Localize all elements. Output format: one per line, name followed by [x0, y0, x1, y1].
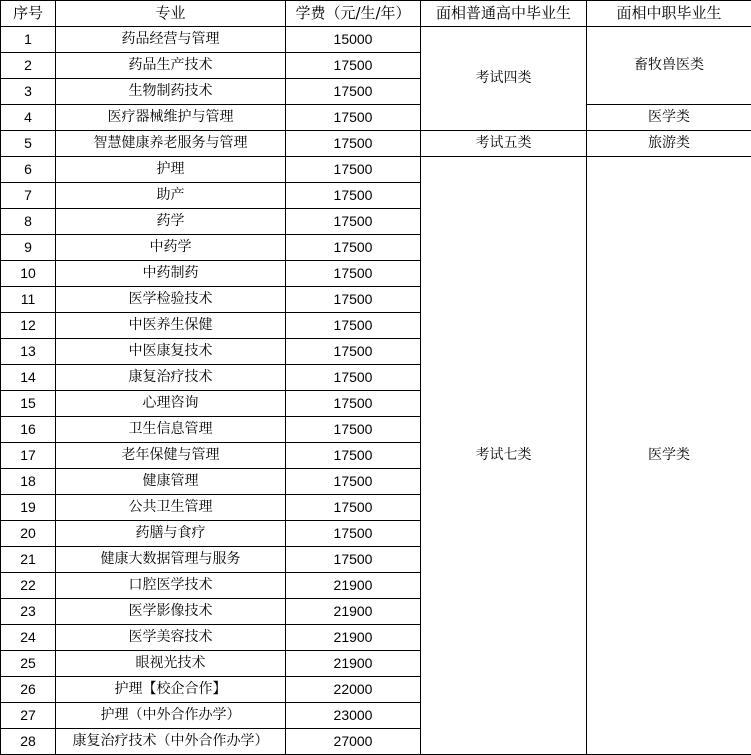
row-fee: 17500: [286, 469, 421, 495]
row-major: 心理咨询: [56, 391, 286, 417]
row-index: 22: [1, 573, 56, 599]
header-general-hs: 面相普通高中毕业生: [421, 1, 587, 27]
header-major: 专业: [56, 1, 286, 27]
row-fee: 17500: [286, 495, 421, 521]
row-fee: 22000: [286, 677, 421, 703]
row-fee: 21900: [286, 651, 421, 677]
row-index: 11: [1, 287, 56, 313]
row-index: 5: [1, 131, 56, 157]
row-major: 康复治疗技术: [56, 365, 286, 391]
row-fee: 17500: [286, 235, 421, 261]
row-fee: 17500: [286, 105, 421, 131]
row-index: 9: [1, 235, 56, 261]
row-fee: 23000: [286, 703, 421, 729]
row-fee: 17500: [286, 209, 421, 235]
table-row: [1, 157, 751, 183]
row-fee: 17500: [286, 131, 421, 157]
vocational-group: 畜牧兽医类: [587, 27, 751, 105]
row-major: 口腔医学技术: [56, 573, 286, 599]
row-major: 医学美容技术: [56, 625, 286, 651]
row-index: 13: [1, 339, 56, 365]
row-index: 26: [1, 677, 56, 703]
row-index: 17: [1, 443, 56, 469]
row-index: 6: [1, 157, 56, 183]
row-major: 护理【校企合作】: [56, 677, 286, 703]
row-index: 7: [1, 183, 56, 209]
row-fee: 15000: [286, 27, 421, 53]
row-major: 公共卫生管理: [56, 495, 286, 521]
header-tuition: 学费（元/生/年）: [286, 1, 421, 27]
row-major: 健康管理: [56, 469, 286, 495]
header-vocational: 面相中职毕业生: [587, 1, 751, 27]
vocational-group: 旅游类: [587, 131, 751, 157]
header-index: 序号: [1, 1, 56, 27]
row-index: 18: [1, 469, 56, 495]
row-major: 护理（中外合作办学）: [56, 703, 286, 729]
row-major: 老年保健与管理: [56, 443, 286, 469]
row-index: 12: [1, 313, 56, 339]
row-fee: 17500: [286, 547, 421, 573]
row-major: 医疗器械维护与管理: [56, 105, 286, 131]
row-fee: 17500: [286, 261, 421, 287]
row-index: 15: [1, 391, 56, 417]
row-major: 药品经营与管理: [56, 27, 286, 53]
general-hs-group: 考试四类: [421, 27, 587, 131]
row-index: 16: [1, 417, 56, 443]
vocational-group: 医学类: [587, 157, 751, 755]
row-index: 25: [1, 651, 56, 677]
table-row: [1, 105, 751, 131]
row-major: 生物制药技术: [56, 79, 286, 105]
row-fee: 17500: [286, 313, 421, 339]
row-index: 14: [1, 365, 56, 391]
row-major: 护理: [56, 157, 286, 183]
row-fee: 17500: [286, 521, 421, 547]
row-index: 10: [1, 261, 56, 287]
row-fee: 17500: [286, 391, 421, 417]
row-major: 医学影像技术: [56, 599, 286, 625]
row-index: 19: [1, 495, 56, 521]
row-major: 中医养生保健: [56, 313, 286, 339]
row-index: 4: [1, 105, 56, 131]
general-hs-group: 考试五类: [421, 131, 587, 157]
row-fee: 17500: [286, 183, 421, 209]
row-index: 20: [1, 521, 56, 547]
row-index: 28: [1, 729, 56, 755]
row-fee: 17500: [286, 417, 421, 443]
row-fee: 27000: [286, 729, 421, 755]
row-fee: 17500: [286, 365, 421, 391]
table-row: [1, 27, 751, 53]
row-index: 27: [1, 703, 56, 729]
row-major: 中药学: [56, 235, 286, 261]
row-major: 康复治疗技术（中外合作办学）: [56, 729, 286, 755]
row-fee: 17500: [286, 79, 421, 105]
row-index: 1: [1, 27, 56, 53]
row-fee: 17500: [286, 339, 421, 365]
row-index: 8: [1, 209, 56, 235]
row-fee: 21900: [286, 573, 421, 599]
row-fee: 17500: [286, 157, 421, 183]
row-index: 3: [1, 79, 56, 105]
row-major: 助产: [56, 183, 286, 209]
row-major: 智慧健康养老服务与管理: [56, 131, 286, 157]
row-major: 中医康复技术: [56, 339, 286, 365]
row-major: 药学: [56, 209, 286, 235]
row-fee: 21900: [286, 625, 421, 651]
row-fee: 21900: [286, 599, 421, 625]
row-major: 药品生产技术: [56, 53, 286, 79]
row-major: 医学检验技术: [56, 287, 286, 313]
row-major: 药膳与食疗: [56, 521, 286, 547]
table-row: [1, 131, 751, 157]
row-major: 卫生信息管理: [56, 417, 286, 443]
row-index: 23: [1, 599, 56, 625]
row-major: 健康大数据管理与服务: [56, 547, 286, 573]
row-index: 2: [1, 53, 56, 79]
row-major: 眼视光技术: [56, 651, 286, 677]
row-fee: 17500: [286, 287, 421, 313]
row-major: 中药制药: [56, 261, 286, 287]
general-hs-group: 考试七类: [421, 157, 587, 755]
row-index: 24: [1, 625, 56, 651]
header-row: [1, 1, 751, 27]
vocational-group: 医学类: [587, 105, 751, 131]
row-fee: 17500: [286, 443, 421, 469]
row-fee: 17500: [286, 53, 421, 79]
row-index: 21: [1, 547, 56, 573]
